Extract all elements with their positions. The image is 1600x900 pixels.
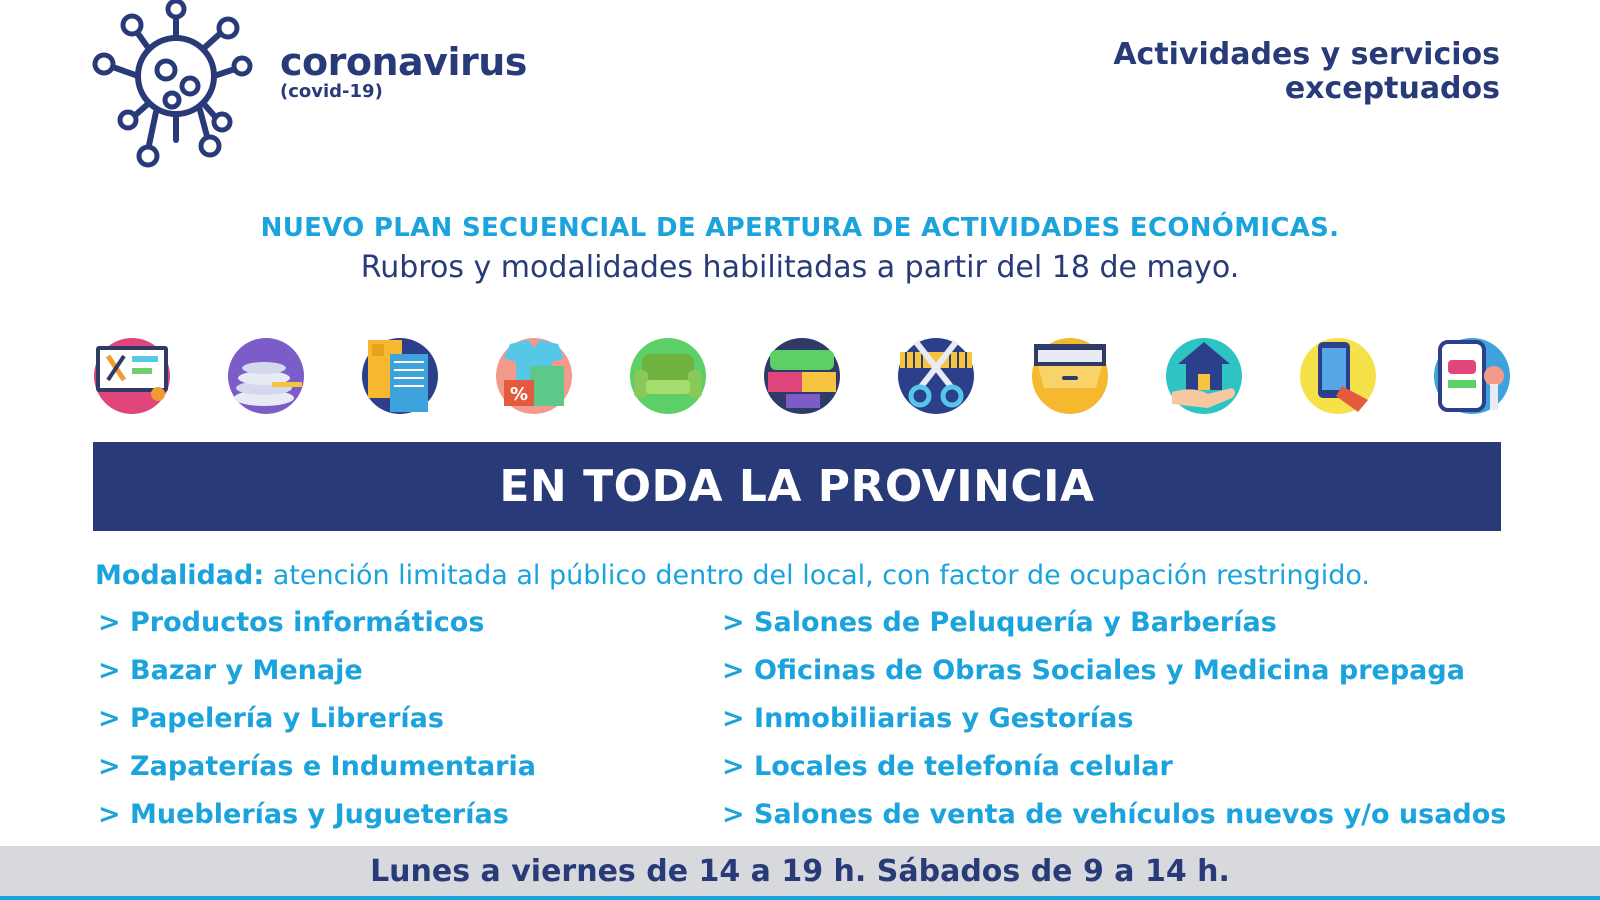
- section-title: [1113, 38, 1500, 106]
- plan-subline: Rubros y modalidades habilitadas a partir del 18 de mayo.: [360, 250, 1240, 285]
- list-item: > Mueblerías y Jugueterías: [98, 799, 509, 830]
- section-title-line1: Actividades y servicios: [1113, 37, 1500, 72]
- list-item: > Locales de telefonía celular: [722, 751, 1173, 782]
- smartphone-icon: [1298, 336, 1378, 416]
- clothing-sale-icon: [494, 336, 574, 416]
- list-item: > Bazar y Menaje: [98, 655, 363, 686]
- list-item: > Productos informáticos: [98, 607, 485, 638]
- armchair-icon: [628, 336, 708, 416]
- list-item: > Inmobiliarias y Gestorías: [722, 703, 1134, 734]
- brand-block: [280, 40, 527, 102]
- modality-text: atención limitada al público dentro del local, con factor de ocupación restringido.: [264, 560, 1370, 591]
- province-banner: EN TODA LA PROVINCIA: [93, 442, 1501, 531]
- medical-drawer-icon: [1030, 336, 1110, 416]
- list-item: > Oficinas de Obras Sociales y Medicina prepaga: [722, 655, 1465, 686]
- barber-scissors-icon: [896, 336, 976, 416]
- modality-line: [95, 560, 1535, 591]
- right-category-list: [722, 605, 1506, 845]
- modality-label: Modalidad:: [95, 560, 265, 591]
- list-item: > Salones de venta de vehículos nuevos y/o usados: [722, 799, 1507, 830]
- hours-footer: Lunes a viernes de 14 a 19 h. Sábados de 9 a 14 h.: [0, 846, 1600, 900]
- house-in-hand-icon: [1164, 336, 1244, 416]
- brand-subtitle: (covid-19): [280, 81, 383, 102]
- section-title-line2: exceptuados: [1284, 71, 1500, 106]
- category-icons-row: [92, 336, 1512, 418]
- car-sale-icon: [1432, 336, 1512, 416]
- computer-repair-icon: [92, 336, 172, 416]
- toy-blocks-icon: [762, 336, 842, 416]
- brand-title: coronavirus: [280, 40, 527, 84]
- list-item: > Salones de Peluquería y Barberías: [722, 607, 1277, 638]
- virus-logo-icon: [88, 0, 258, 168]
- stacked-plates-icon: [226, 336, 306, 416]
- svg-text:%: %: [509, 384, 529, 405]
- list-item: > Zapaterías e Indumentaria: [98, 751, 536, 782]
- plan-headline: NUEVO PLAN SECUENCIAL DE APERTURA DE ACTIVIDADES ECONÓMICAS.: [260, 213, 1340, 243]
- list-item: > Papelería y Librerías: [98, 703, 444, 734]
- notebooks-stationery-icon: [360, 336, 440, 416]
- left-category-list: [98, 605, 536, 845]
